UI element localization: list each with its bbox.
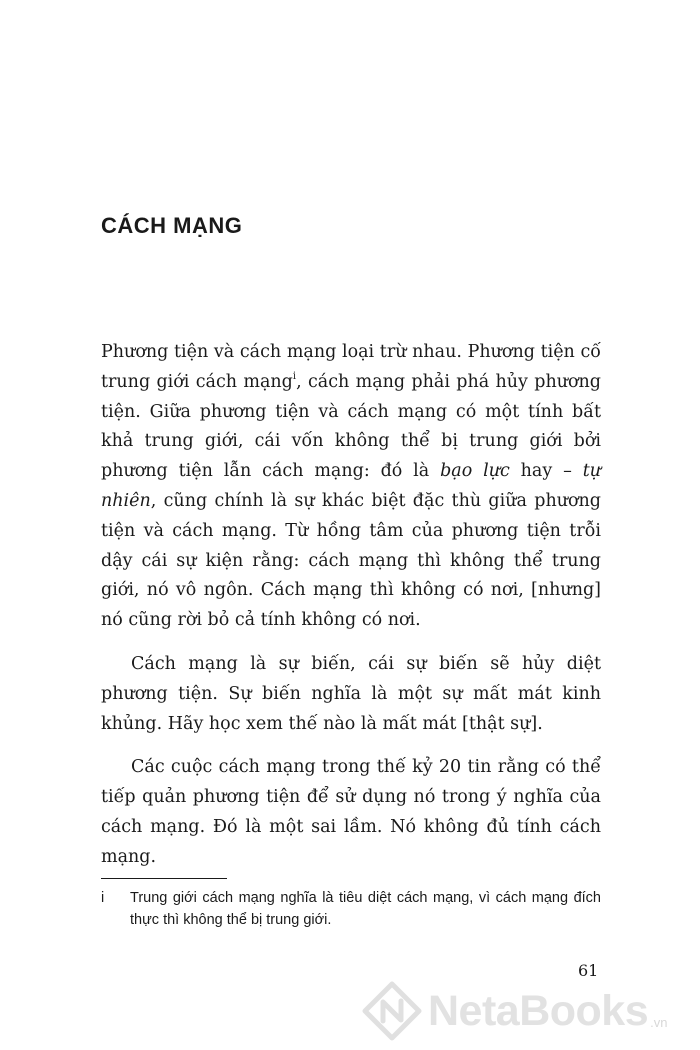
- watermark-brand: NetaBooks: [428, 986, 649, 1035]
- paragraph-3: Các cuộc cách mạng trong thế kỷ 20 tin rằng có thể tiếp quản phương tiện để sử dụng nó trong ý nghĩa của cách mạng. Đó là một sai lầm. Nó không đủ tính cách mạng.: [101, 757, 601, 867]
- watermark-suffix: .vn: [650, 1015, 668, 1030]
- italic-term-bao-luc: bạo lực: [440, 461, 510, 482]
- body-text: [101, 338, 601, 887]
- page-number: 61: [578, 961, 599, 980]
- paragraph-1-part3: hay –: [509, 461, 583, 482]
- paragraph-1-part2: , cách mạng phải phá hủy phương tiện. Giữa phương tiện và cách mạng có một tính bất khả trung giới, cái vốn không thể bị trung giới bởi phương tiện lẫn cách mạng: đó là: [101, 371, 601, 482]
- netabooks-logo-icon: [362, 981, 422, 1041]
- paragraph-1-part1: Phương tiện và cách mạng loại trừ nhau. Phương tiện cố trung giới cách mạng: [101, 342, 601, 392]
- watermark: [362, 978, 692, 1044]
- paragraph-2: Cách mạng là sự biến, cái sự biến sẽ hủy diệt phương tiện. Sự biến nghĩa là một sự mất mát kinh khủng. Hãy học xem thế nào là mất mát [thật sự].: [101, 653, 601, 734]
- paragraph-1: [101, 338, 601, 636]
- chapter-title: CÁCH MẠNG: [101, 213, 243, 238]
- footnote-text: Trung giới cách mạng nghĩa là tiêu diệt cách mạng, vì cách mạng đích thực thì không thể bị trung giới.: [130, 890, 601, 928]
- footnote-marker: i: [101, 890, 105, 906]
- footnote-divider: [101, 878, 227, 879]
- footnote: [101, 887, 601, 931]
- italic-term-tu-nhien: tự nhiên: [101, 461, 602, 511]
- paragraph-1-part4: , cũng chính là sự khác biệt đặc thù giữa phương tiện và cách mạng. Từ hồng tâm của phương tiện trỗi dậy cái sự kiện rằng: cách mạng thì không thể trung giới, nó vô ngôn. Cách mạng thì không có nơi, [nhưng] nó cũng rời bỏ cả tính không có nơi.: [101, 490, 601, 631]
- footnote-reference[interactable]: i: [292, 370, 297, 382]
